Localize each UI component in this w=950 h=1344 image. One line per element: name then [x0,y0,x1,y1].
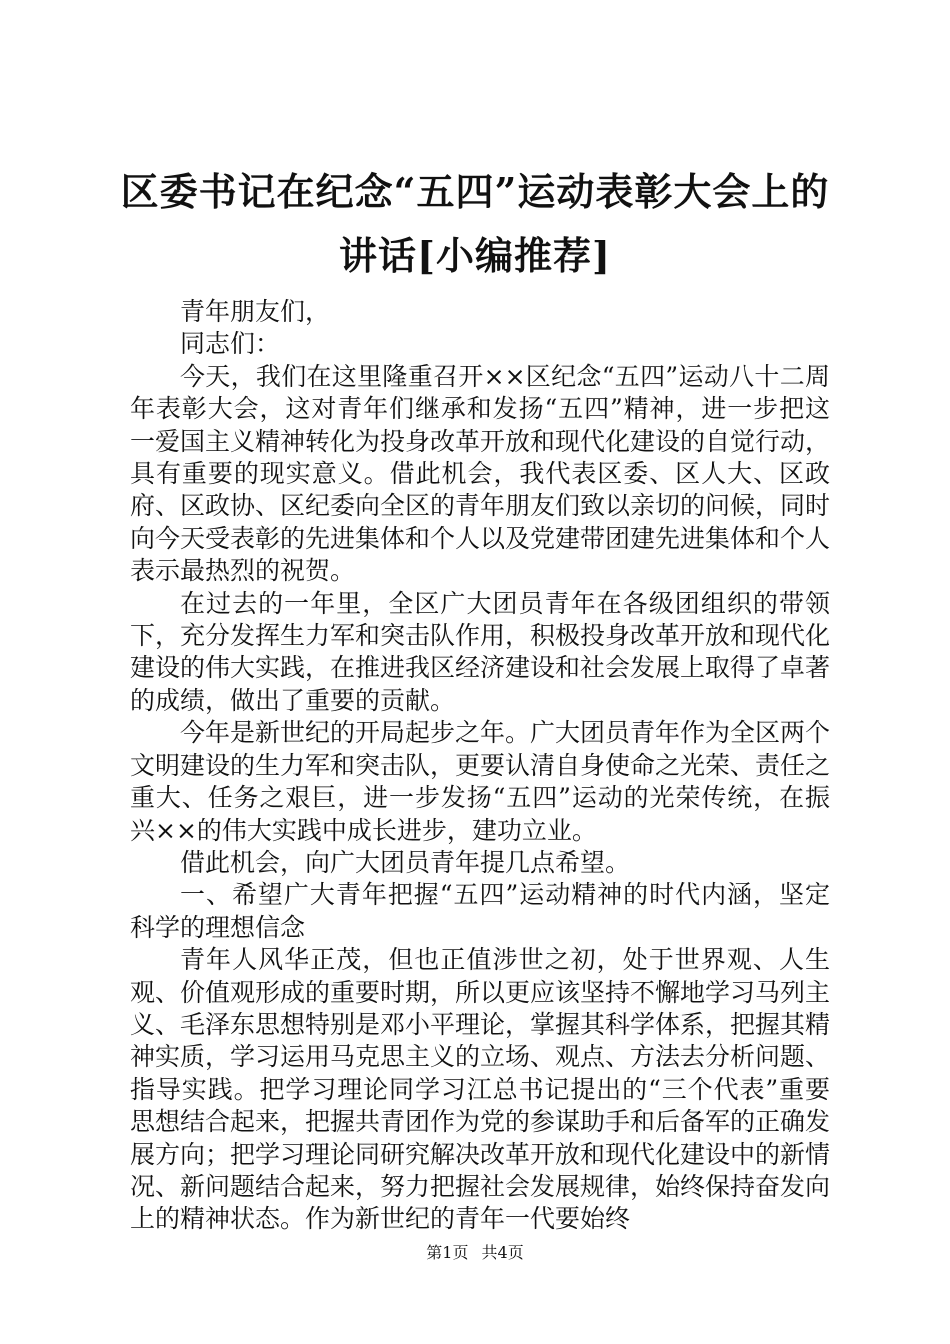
document-body [130,296,830,1236]
document-title: 区委书记在纪念“五四”运动表彰大会上的讲话[小编推荐] [120,169,830,278]
paragraph-section-one-heading: 一、希望广大青年把握“五四”运动精神的时代内涵，坚定科学的理想信念 [130,880,830,942]
page-number: 第1页 [426,1243,469,1262]
page-footer [0,1242,950,1264]
paragraph-section-one-body: 青年人风华正茂，但也正值涉世之初，处于世界观、人生观、价值观形成的重要时期，所以更应该坚持不懈地学习马列主义、毛泽东思想特别是邓小平理论，掌握其科学体系，把握其精神实质，学习运用马克思主义的立场、观点、方法去分析问题、指导实践。把学习理论同学习江总书记提出的“三个代表”重要思想结合起来，把握共青团作为党的参谋助手和后备军的正确发展方向；把学习理论同研究解决改革开放和现代化建设中的新情况、新问题结合起来，努力把握社会发展规律，始终保持奋发向上的精神状态。作为新世纪的青年一代要始终 [130,945,831,1234]
paragraph-new-century: 今年是新世纪的开局起步之年。广大团员青年作为全区两个文明建设的生力军和突击队，更要认清自身使命之光荣、责任之重大、任务之艰巨，进一步发扬“五四”运动的光荣传统，在振兴××的伟大实践中成长进步，建功立业。 [130,718,831,845]
paragraph-greeting-comrades: 同志们： [180,329,281,359]
paragraph-opening: 今天，我们在这里隆重召开××区纪念“五四”运动八十二周年表彰大会，这对青年们继承和发扬“五四”精神，进一步把这一爱国主义精神转化为投身改革开放和现代化建设的自觉行动，具有重要的现实意义。借此机会，我代表区委、区人大、区政府、区政协、区纪委向全区的青年朋友们致以亲切的问候，同时向今天受表彰的先进集体和个人以及党建带团建先进集体和个人表示最热烈的祝贺。 [130,361,831,586]
paragraph-hopes-intro: 借此机会，向广大团员青年提几点希望。 [180,847,631,877]
paragraph-past-year: 在过去的一年里，全区广大团员青年在各级团组织的带领下，充分发挥生力军和突击队作用，积极投身改革开放和现代化建设的伟大实践，在推进我区经济建设和社会发展上取得了卓著的成绩，做出了重要的贡献。 [130,588,831,715]
page-total: 共4页 [481,1243,524,1262]
paragraph-greeting-youth: 青年朋友们， [180,297,331,326]
